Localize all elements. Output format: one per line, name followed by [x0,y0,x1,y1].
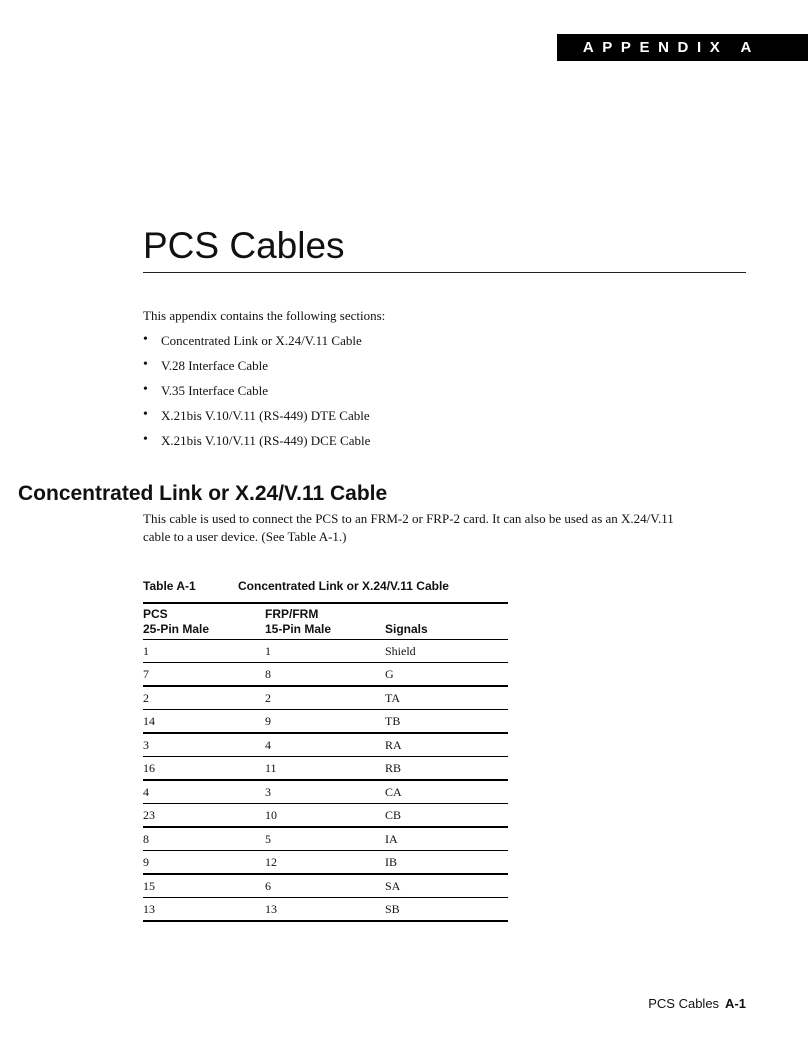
table-cell: 8 [265,663,385,687]
table-cell: 14 [143,710,265,734]
table-cell: 10 [265,804,385,828]
list-item [143,432,370,457]
footer-chapter: PCS Cables [648,996,720,1011]
table-row [143,640,508,663]
bullet-icon: • [143,407,148,422]
pinout-table [143,602,508,922]
list-item-text: X.21bis V.10/V.11 (RS-449) DTE Cable [161,408,370,423]
column-header-signals [385,603,508,640]
list-item-text: X.21bis V.10/V.11 (RS-449) DCE Cable [161,433,371,448]
table-row [143,733,508,757]
table-cell: TA [385,686,508,710]
table-number: Table A-1 [143,579,196,593]
title-rule [143,272,746,273]
table-cell: SA [385,874,508,898]
table-row [143,757,508,781]
list-item-text: V.28 Interface Cable [161,358,268,373]
table-cell: 4 [143,780,265,804]
table-cell: 11 [265,757,385,781]
table-row [143,710,508,734]
table-title: Concentrated Link or X.24/V.11 Cable [238,579,449,593]
column-header-frp-frm [265,603,385,640]
section-list [143,332,370,457]
table-row [143,898,508,922]
footer-page-number: A-1 [725,996,746,1011]
table-cell: G [385,663,508,687]
table-cell: IB [385,851,508,875]
table-cell: 2 [265,686,385,710]
list-item-text: V.35 Interface Cable [161,383,268,398]
table-cell: 2 [143,686,265,710]
table-row [143,663,508,687]
table-row [143,804,508,828]
table-cell: 6 [265,874,385,898]
table-cell: 3 [143,733,265,757]
table-cell: RA [385,733,508,757]
appendix-label-bar [557,34,808,61]
table-cell: RB [385,757,508,781]
chapter-title: PCS Cables [143,225,345,266]
list-item [143,357,370,382]
section-body: This cable is used to connect the PCS to an FRM-2 or FRP-2 card. It can also be used as an X.24/V.11 cable to a user device. (See Table A-1.) [143,511,674,544]
table-row [143,874,508,898]
appendix-label: APPENDIX A [582,39,760,56]
table-row [143,780,508,804]
column-header-line: 15-Pin Male [265,622,332,636]
table-row [143,686,508,710]
section-heading: Concentrated Link or X.24/V.11 Cable [18,482,388,505]
table-cell: 3 [265,780,385,804]
page-footer [648,996,746,1011]
table-cell: 1 [143,640,265,663]
table-cell: 9 [143,851,265,875]
table-cell: CA [385,780,508,804]
table-row [143,827,508,851]
list-item [143,382,370,407]
table-cell: 5 [265,827,385,851]
table-cell: IA [385,827,508,851]
table-caption [143,577,523,595]
table-cell: 13 [143,898,265,922]
table-header-row [143,603,508,640]
bullet-icon: • [143,382,148,397]
table-cell: CB [385,804,508,828]
table-cell: 12 [265,851,385,875]
column-header-line: FRP/FRM [265,607,319,621]
table-cell: 16 [143,757,265,781]
table-cell: TB [385,710,508,734]
table-cell: Shield [385,640,508,663]
bullet-icon: • [143,332,148,347]
table-cell: 8 [143,827,265,851]
table-cell: 1 [265,640,385,663]
table-cell: 15 [143,874,265,898]
column-header-pcs [143,603,265,640]
table-cell: 4 [265,733,385,757]
list-item [143,407,370,432]
table-cell: 9 [265,710,385,734]
column-header-line: 25-Pin Male [143,622,210,636]
intro-text: This appendix contains the following sections: [143,308,386,323]
table-cell: 7 [143,663,265,687]
list-item-text: Concentrated Link or X.24/V.11 Cable [161,333,362,348]
bullet-icon: • [143,432,148,447]
column-header-line: PCS [143,607,168,621]
bullet-icon: • [143,357,148,372]
column-header-line: Signals [385,622,428,636]
table-cell: SB [385,898,508,922]
list-item [143,332,370,357]
table-cell: 23 [143,804,265,828]
table-row [143,851,508,875]
table-cell: 13 [265,898,385,922]
